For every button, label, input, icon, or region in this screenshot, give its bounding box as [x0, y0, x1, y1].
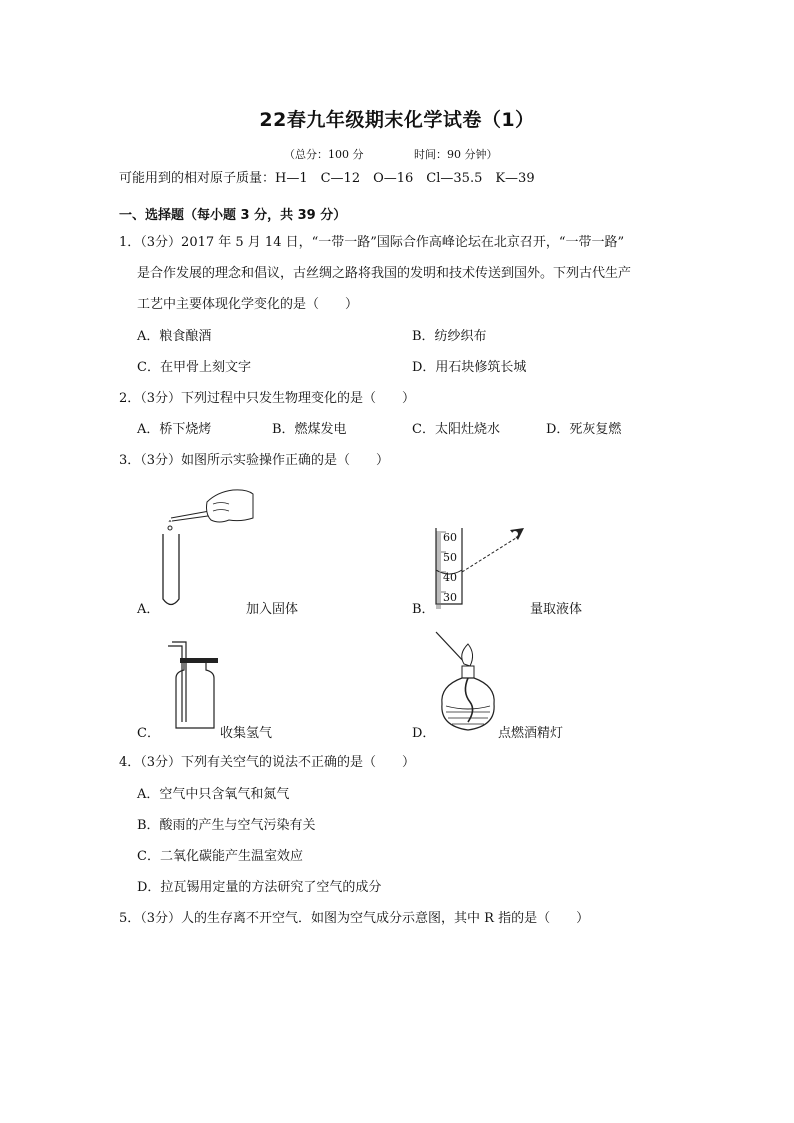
q3-stem: 3．（3分）如图所示实验操作正确的是（ ） — [119, 453, 390, 468]
q1-stem-line2: 是合作发展的理念和倡议，古丝绸之路将我国的发明和技术传送到国外。下列古代生产 — [137, 266, 632, 281]
q4-option-a: A．空气中只含氧气和氮气 — [137, 787, 290, 802]
q3-d-letter: D． — [412, 726, 436, 741]
q3-b-label: 量取液体 — [530, 602, 583, 617]
gas-collection-figure — [166, 640, 226, 732]
time-limit: 时间：90 分钟） — [414, 148, 498, 161]
atomic-masses: 可能用到的相对原子质量：H—1 C—12 O—16 Cl—35.5 K—39 — [119, 171, 535, 186]
q3-a-letter: A． — [137, 602, 160, 617]
exam-title: 22春九年级期末化学试卷（1） — [259, 109, 535, 131]
q2-option-c: C．太阳灶烧水 — [412, 422, 500, 437]
tick-50: 50 — [443, 551, 457, 564]
q3-b-letter: B． — [412, 602, 435, 617]
q3-c-label: 收集氢气 — [220, 726, 273, 741]
cylinder-scale — [443, 528, 457, 608]
q4-option-c: C．二氧化碳能产生温室效应 — [137, 849, 303, 864]
q4-stem: 4．（3分）下列有关空气的说法不正确的是（ ） — [119, 755, 416, 770]
q5-stem: 5．（3分）人的生存离不开空气．如图为空气成分示意图，其中 R 指的是（ ） — [119, 911, 590, 926]
tick-30: 30 — [443, 591, 457, 604]
q2-option-b: B．燃煤发电 — [272, 422, 347, 437]
q1-option-d: D．用石块修筑长城 — [412, 360, 527, 375]
q1-stem-line3: 工艺中主要体现化学变化的是（ ） — [137, 297, 359, 312]
add-solid-figure — [155, 484, 255, 614]
q3-c-letter: C． — [137, 726, 160, 741]
q1-stem-line1: 1．（3分）2017 年 5 月 14 日，“一带一路”国际合作高峰论坛在北京召开，“一带一路” — [119, 235, 625, 250]
q4-option-d: D．拉瓦锡用定量的方法研究了空气的成分 — [137, 880, 382, 895]
q1-option-c: C．在甲骨上刻文字 — [137, 360, 251, 375]
section-heading: 一、选择题（每小题 3 分，共 39 分） — [119, 208, 347, 223]
q2-option-d: D．死灰复燃 — [546, 422, 622, 437]
q1-option-a: A．粮食酿酒 — [137, 329, 212, 344]
q3-d-label: 点燃酒精灯 — [498, 726, 564, 741]
total-score: （总分：100 分 — [284, 148, 364, 161]
tick-40: 40 — [443, 571, 457, 584]
q4-option-b: B．酸雨的产生与空气污染有关 — [137, 818, 316, 833]
q3-a-label: 加入固体 — [246, 602, 299, 617]
tick-60: 60 — [443, 531, 457, 544]
q1-option-b: B．纺纱织布 — [412, 329, 487, 344]
alcohol-lamp-figure — [432, 630, 508, 736]
q2-option-a: A．桥下烧烤 — [137, 422, 212, 437]
q2-stem: 2．（3分）下列过程中只发生物理变化的是（ ） — [119, 391, 416, 406]
